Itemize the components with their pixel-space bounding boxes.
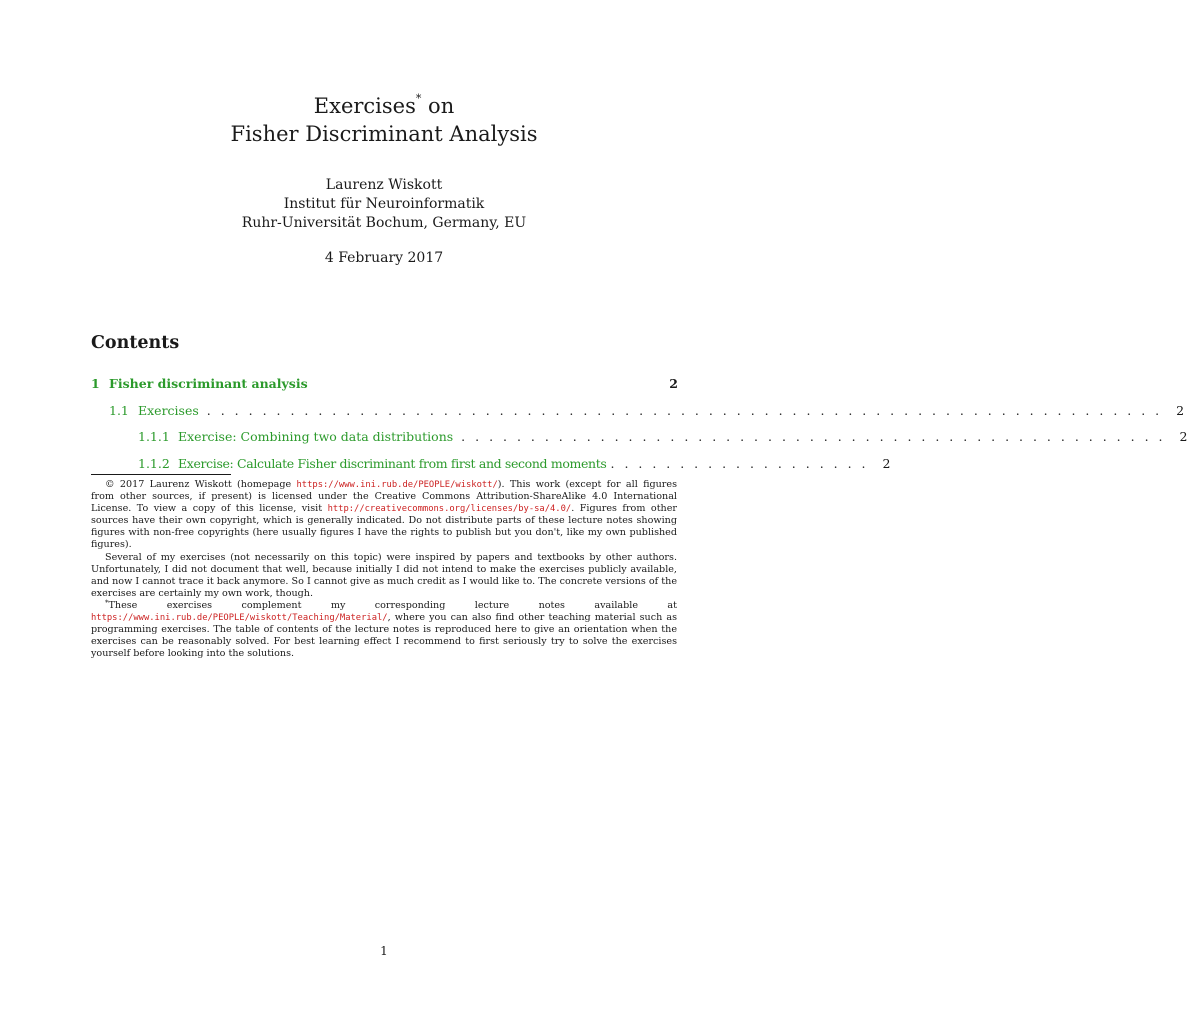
toc-number: 1.1.2 bbox=[138, 456, 170, 471]
footnote-lecture-notes: *These exercises complement my corresponding lecture notes available at https://www.ini.rub.de/PEOPLE/wiskott/Teaching/Material/, where you can also find other teaching material such as programming exercises. The table of contents of the lecture notes is reproduced here to give an orientation when the exercises can be reasonably solved. For best learning effect I recommend to first seriously try to solve the exercises yourself before looking into the solutions. bbox=[91, 598, 677, 660]
toc-page: 2 bbox=[1176, 403, 1185, 418]
toc-leader-dots: . . . . . . . . . . . . . . . . . . . . . . . . . . . . . . . . . . . . . . . . . . . . . . . . . . . bbox=[461, 429, 1166, 444]
author-block bbox=[0, 176, 768, 233]
toc-entry-section-1[interactable] bbox=[91, 376, 678, 391]
toc-title: Exercises bbox=[138, 403, 199, 418]
license-link[interactable]: http://creativecommons.org/licenses/by-sa/4.0/ bbox=[327, 504, 572, 515]
contents-heading: Contents bbox=[91, 333, 180, 353]
toc-number: 1.1 bbox=[109, 403, 129, 418]
homepage-link[interactable]: https://www.ini.rub.de/PEOPLE/wiskott/ bbox=[296, 480, 498, 490]
author-university: Ruhr-Universität Bochum, Germany, EU bbox=[241, 215, 527, 231]
toc-entry-subsection-1-1[interactable] bbox=[109, 403, 1185, 418]
title-line-2: Fisher Discriminant Analysis bbox=[230, 122, 538, 146]
page-number: 1 bbox=[380, 944, 388, 958]
toc-number: 1 bbox=[91, 376, 100, 391]
footnote-marker: * bbox=[105, 598, 109, 607]
footnote-rule bbox=[91, 474, 231, 475]
toc-page: 2 bbox=[882, 456, 891, 471]
title-line-1: Exercises* on bbox=[313, 92, 455, 118]
toc-page: 2 bbox=[1179, 429, 1187, 444]
title-footnote-marker: * bbox=[415, 92, 422, 105]
toc-entry-subsubsection-1-1-1[interactable] bbox=[138, 429, 1187, 444]
author-institute: Institut für Neuroinformatik bbox=[283, 196, 485, 212]
toc-page: 2 bbox=[669, 376, 678, 391]
toc-number: 1.1.1 bbox=[138, 429, 170, 444]
footnote-license: © 2017 Laurenz Wiskott (homepage https://www.ini.rub.de/PEOPLE/wiskott/). This work (except for all figures from other sources, if present) is licensed under the Creative Commons Attribution-ShareAlike 4.0 International License. To view a copy of this license, visit http://creativecommons.org/licenses/by-sa/4.0/. Figures from other sources have their own copyright, which is generally indicated. Do not distribute parts of these lecture notes showing figures with non-free copyrights (here usually figures I have the rights to publish but you don't, like my own published figures). bbox=[91, 479, 677, 551]
toc-title: Fisher discriminant analysis bbox=[109, 376, 308, 391]
paper-title bbox=[0, 88, 768, 148]
footnotes bbox=[91, 479, 677, 660]
toc-title: Exercise: Calculate Fisher discriminant from first and second moments bbox=[178, 456, 607, 471]
lecture-notes-link[interactable]: https://www.ini.rub.de/PEOPLE/wiskott/Teaching/Material/ bbox=[91, 613, 388, 624]
toc-leader-dots: . . . . . . . . . . . . . . . . . . . . . . . . . . . . . . . . . . . . . . . . . . . . . . . . . . . . . . . . . . . . . . . . . . . . . bbox=[206, 403, 1163, 418]
toc-leader-dots: . . . . . . . . . . . . . . . . . . . bbox=[610, 456, 869, 471]
date: 4 February 2017 bbox=[324, 250, 444, 266]
toc-entry-subsubsection-1-1-2[interactable] bbox=[138, 456, 891, 471]
author-name: Laurenz Wiskott bbox=[325, 177, 443, 193]
toc-title: Exercise: Combining two data distributions bbox=[178, 429, 454, 444]
footnote-inspiration: Several of my exercises (not necessarily on this topic) were inspired by papers and textbooks by other authors. Unfortunately, I did not document that well, because initially I did not intend to make the exercises publicly available, and now I cannot trace it back anymore. So I cannot give as much credit as I would like to. The concrete versions of the exercises are certainly my own work, though. bbox=[91, 551, 677, 599]
